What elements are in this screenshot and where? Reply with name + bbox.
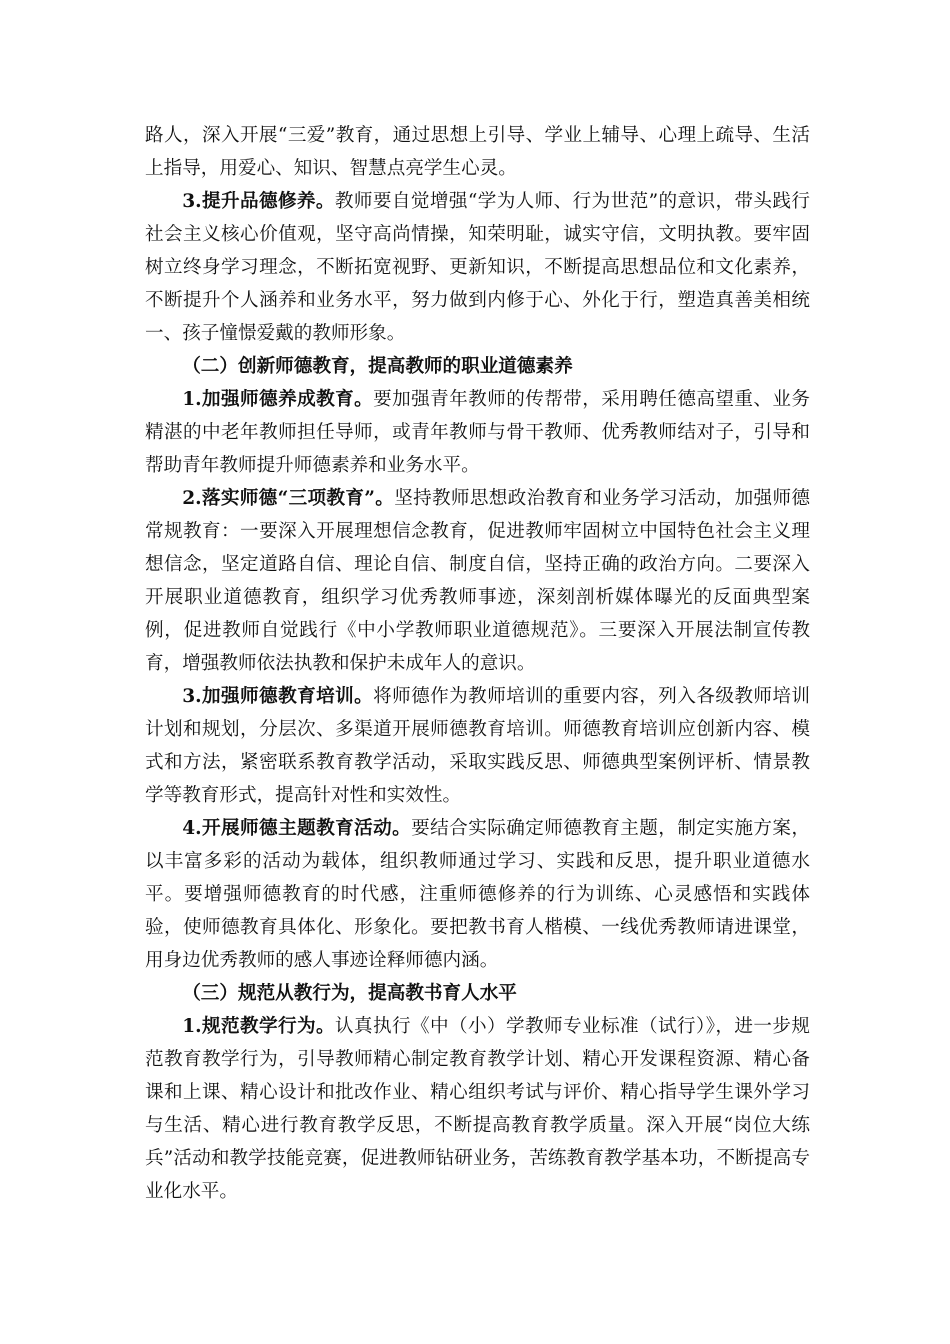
paragraph-theme-activities	[145, 812, 810, 977]
paragraph-teaching-behavior	[145, 1010, 810, 1208]
paragraph-ethics-training	[145, 680, 810, 812]
paragraph-improve-morality	[145, 185, 810, 350]
paragraph-lead: 1.规范教学行为。	[182, 1016, 336, 1037]
paragraph-text: 路人，深入开展“三爱”教育，通过思想上引导、学业上辅导、心理上疏导、生活上指导，用爱心、知识、智慧点亮学生心灵。	[145, 125, 810, 179]
paragraph-text: 要加强青年教师的传帮带，采用聘任德高望重、业务精湛的中老年教师担任导师，或青年教师与骨干教师、优秀教师结对子，引导和帮助青年教师提升师德素养和业务水平。	[145, 389, 810, 476]
section-heading-2: （二）创新师德教育，提高教师的职业道德素养	[182, 356, 573, 377]
paragraph-text: 教师要自觉增强“学为人师、行为世范”的意识，带头践行社会主义核心价值观，坚守高尚情操，知荣明耻，诚实守信，文明执教。要牢固树立终身学习理念，不断拓宽视野、更新知识，不断提高思想品位和文化素养，不断提升个人涵养和业务水平，努力做到内修于心、外化于行，塑造真善美相统一、孩子憧憬爱戴的教师形象。	[145, 191, 810, 344]
paragraph-text: 坚持教师思想政治教育和业务学习活动，加强师德常规教育：一要深入开展理想信念教育，促进教师牢固树立中国特色社会主义理想信念，坚定道路自信、理论自信、制度自信，坚持正确的政治方向。二要深入开展职业道德教育，组织学习优秀教师事迹，深刻剖析媒体曝光的反面典型案例，促进教师自觉践行《中小学教师职业道德规范》。三要深入开展法制宣传教育，增强教师依法执教和保护未成年人的意识。	[145, 488, 810, 674]
paragraph-lead: 4.开展师德主题教育活动。	[182, 818, 412, 839]
paragraph-continuation	[145, 119, 810, 185]
paragraph-lead: 3.提升品德修养。	[182, 191, 335, 212]
paragraph-ethics-cultivation	[145, 383, 810, 482]
document-page	[145, 119, 810, 1208]
paragraph-text: 要结合实际确定师德教育主题，制定实施方案，以丰富多彩的活动为载体，组织教师通过学习、实践和反思，提升职业道德水平。要增强师德教育的时代感，注重师德修养的行为训练、心灵感悟和实践体验，使师德教育具体化、形象化。要把教书育人楷模、一线优秀教师请进课堂，用身边优秀教师的感人事迹诠释师德内涵。	[145, 818, 810, 971]
paragraph-three-education	[145, 482, 810, 680]
paragraph-text: 将师德作为教师培训的重要内容，列入各级教师培训计划和规划，分层次、多渠道开展师德教育培训。师德教育培训应创新内容、模式和方法，紧密联系教育教学活动，采取实践反思、师德典型案例评析、情景教学等教育形式，提高针对性和实效性。	[145, 686, 810, 806]
paragraph-text: 认真执行《中（小）学教师专业标准（试行）》，进一步规范教育教学行为，引导教师精心制定教育教学计划、精心开发课程资源、精心备课和上课、精心设计和批改作业、精心组织考试与评价、精心指导学生课外学习与生活、精心进行教育教学反思，不断提高教育教学质量。深入开展“岗位大练兵”活动和教学技能竞赛，促进教师钻研业务，苦练教育教学基本功，不断提高专业化水平。	[145, 1016, 810, 1202]
section-heading-3: （三）规范从教行为，提高教书育人水平	[182, 983, 517, 1004]
paragraph-lead: 2.落实师德“三项教育”。	[182, 488, 395, 509]
paragraph-lead: 1.加强师德养成教育。	[182, 389, 374, 410]
paragraph-lead: 3.加强师德教育培训。	[182, 686, 374, 707]
